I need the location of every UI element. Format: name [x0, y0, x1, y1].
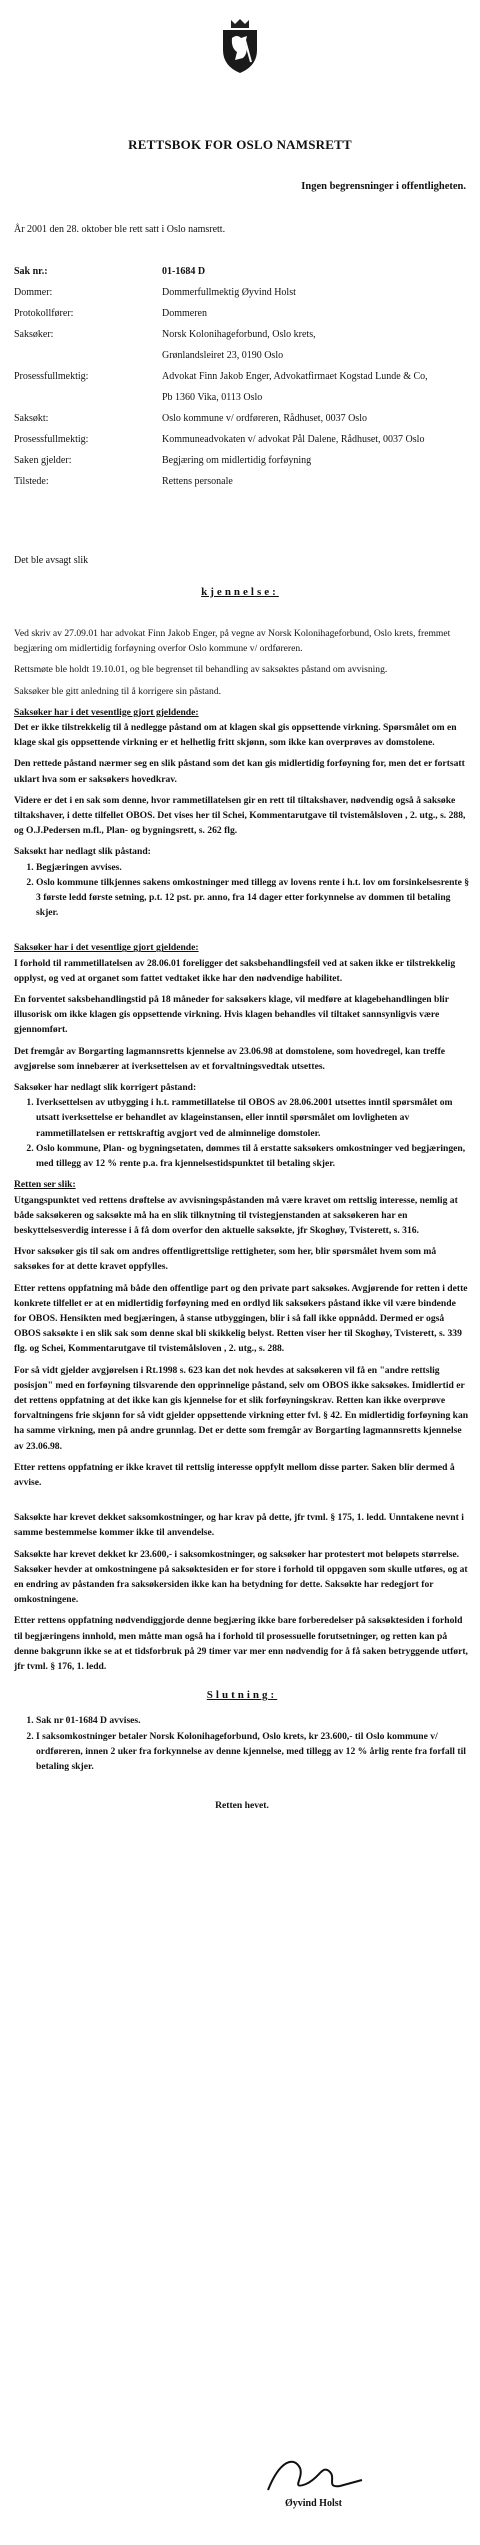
paragraph: Rettsmøte ble holdt 19.10.01, og ble begrenset til behandling av saksøktes påstand om avvisning. [14, 664, 388, 676]
meta-value: Oslo kommune v/ ordføreren, Rådhuset, 0037 Oslo [162, 413, 367, 424]
list-item: 1. Sak nr 01-1684 D avvises. [36, 1713, 470, 1728]
paragraph: I forhold til rammetillatelsen av 28.06.01 foreligger det saksbehandlingsfeil ved at saken ikke er tilstrekkelig opplyst, og ved at organet som fattet vedtaket ikke har den nødvendige habilitet. [14, 957, 456, 984]
paragraph: Saksøkte har krevet dekket kr 23.600,- i saksomkostninger, og saksøker har protestert mot beløpets størrelse. Saksøker hevder at omkostningene på saksøktesiden er for store i forhold til oppgaven som skulle utføres, og at en endring av påstanden fra saksøkersiden ikke kan ha betydning for dette. Saksøkte har redegjort for omkostningene. [14, 1548, 468, 1606]
meta-value: Dommerfullmektig Øyvind Holst [162, 287, 296, 298]
list-item: 1. Begjæringen avvises. [36, 860, 470, 875]
session-dateline: År 2001 den 28. oktober ble rett satt i Oslo namsrett. [14, 224, 226, 235]
meta-row [14, 329, 469, 350]
meta-row [14, 350, 469, 371]
meta-label [14, 392, 162, 413]
meta-label: Tilstede: [14, 476, 49, 487]
kjennelse-heading: kjennelse: [201, 586, 279, 598]
meta-label: Sak nr.: [14, 266, 48, 277]
signature-icon [260, 2450, 370, 2500]
paragraph: Etter rettens oppfatning må både den offentlige part og den private part saksøkes. Avgjørende for retten i dette konkrete tilfellet er at en midlertidig forføyning med en ordlyd lik saksøkers påstand ikke vil være bindende for OBOS. Hensikten med begjæringen, å stanse utbyggingen, blir i så fall ikke oppnådd. Dermed er også OBOS saksøkte i en slik sak som denne skal bli skikkelig belyst. Retten viser her til Skoghøy, Tvisterett, s. 339 flg. og Schei, Kommentarutgave til tvistemålsloven , 2. utg., s. 288. [14, 1282, 468, 1355]
meta-label: Saksøker: [14, 329, 54, 340]
meta-value: 01-1684 D [162, 266, 206, 277]
paragraph: Det fremgår av Borgarting lagmannsretts kjennelse av 23.06.98 at domstolene, som hovedregel, kan treffe avgjørelse som innebærer at iverksettelsen av et forvaltningsvedtak utsettes. [14, 1045, 446, 1072]
meta-row [14, 413, 469, 434]
claim-list [14, 860, 470, 921]
meta-row [14, 371, 469, 392]
meta-label: Protokollfører: [14, 308, 74, 319]
meta-label: Prosessfullmektig: [14, 371, 89, 382]
meta-value: Begjæring om midlertidig forføyning [162, 455, 312, 466]
ruling-intro: Det ble avsagt slik [14, 555, 89, 566]
meta-row [14, 455, 469, 476]
meta-value: Rettens personale [162, 476, 233, 487]
meta-label: Saken gjelder: [14, 455, 72, 466]
meta-row [14, 392, 469, 413]
meta-row [14, 266, 469, 287]
section-heading: Saksøker har i det vesentlige gjort gjeldende: [14, 942, 199, 954]
meta-label: Saksøkt: [14, 413, 49, 424]
meta-value: Dommeren [162, 308, 207, 319]
publicity-notice: Ingen begrensninger i offentligheten. [301, 181, 466, 192]
document-title: RETTSBOK FOR OSLO NAMSRETT [128, 137, 352, 152]
meta-row [14, 476, 469, 497]
paragraph: Etter rettens oppfatning er ikke kravet til rettslig interesse oppfylt mellom disse parter. Saken blir dermed å avvise. [14, 1461, 455, 1488]
paragraph: Ved skriv av 27.09.01 har advokat Finn Jakob Enger, på vegne av Norsk Kolonihageforbund, Oslo krets, fremmet begjæring om midlertidig forføyning overfor Oslo kommune v/ ordføreren. [14, 628, 451, 655]
meta-value: Grønlandsleiret 23, 0190 Oslo [162, 350, 284, 361]
paragraph: Etter rettens oppfatning nødvendiggjorde denne begjæring ikke bare forberedelser på saksøktesiden i forhold til begjæringens innhold, men måtte man også ha i forhold til prosessuelle forutsetninger, og retten kan på denne bakgrunn ikke se at et tidsforbruk på 29 timer var mer enn nødvendig for å få saken betryggende utført, jfr tvml. § 176, 1. ledd. [14, 1615, 468, 1672]
paragraph: En forventet saksbehandlingstid på 18 måneder for saksøkers klage, vil medføre at klagebehandlingen blir illusorisk om ikke klagen gis oppsettende virkning. Hvis klagen behandles vil tiltaket sannsynligvis være gjennomført. [14, 994, 449, 1036]
slutning-heading: Slutning: [206, 1689, 278, 1702]
meta-label: Dommer: [14, 287, 53, 298]
list-item: 2. I saksomkostninger betaler Norsk Kolonihageforbund, Oslo krets, kr 23.600,- til Oslo kommune v/ ordføreren, innen 2 uker fra forkynnelse av denne kjennelse, med tillegg av 12 % årlig rente fra forfall til betaling skjer. [36, 1729, 470, 1775]
meta-row [14, 308, 469, 329]
list-item: 2. Oslo kommune tilkjennes sakens omkostninger med tillegg av lovens rente i h.t. lov om forsinkelsesrente § 3 første ledd første setning, p.t. 12 pst. pr. anno, fra 14 dager etter forkynnelse av dommen til betaling skjer. [36, 875, 470, 921]
paragraph: Hvor saksøker gis til sak om andres offentligrettslige rettigheter, som her, blir spørsmålet hvem som må saksøkes for at dette kravet oppfylles. [14, 1246, 437, 1273]
closing-statement: Retten hevet. [215, 1800, 269, 1812]
paragraph: Videre er det i en sak som denne, hvor rammetillatelsen gir en rett til tiltakshaver, nødvendig også å saksøke tiltakshaver, i dette tilfellet OBOS. Det vises her til Schei, Kommentarutgave til tvistemålsloven , 2. utg., s. 288, og O.J.Pedersen m.fl., Plan- og bygningsrett, s. 262 flg. [14, 794, 466, 837]
meta-label: Prosessfullmektig: [14, 434, 89, 445]
paragraph: Saksøker ble gitt anledning til å korrigere sin påstand. [14, 685, 222, 697]
claim-list [14, 1095, 470, 1171]
signature-name: Øyvind Holst [285, 2498, 342, 2509]
meta-value: Advokat Finn Jakob Enger, Advokatfirmaet Kogstad Lunde & Co, [162, 371, 428, 382]
meta-row [14, 434, 469, 455]
section-heading: Retten ser slik: [14, 1179, 76, 1191]
paragraph: Det er ikke tilstrekkelig til å nedlegge påstand om at klagen skal gis oppsettende virkning. Spørsmålet om en klage skal gis oppsettende virkning er et helhetlig fritt skjønn, som ikke kan overprøves av domstolene. [14, 722, 457, 749]
paragraph: Utgangspunktet ved rettens drøftelse av avvisningspåstanden må være kravet om rettslig interesse, nemlig at både saksøkeren og saksøkte må ha en slik tilknytning til tvistegjenstanden at saksøkeren har en beskyttelsesverdig interesse i å få dom overfor den aktuelle saksøkte, jfr Skoghøy, Tvisterett, s. 316. [14, 1194, 458, 1236]
coat-of-arms-icon [219, 18, 261, 74]
ruling-body [14, 626, 470, 1813]
meta-value: Pb 1360 Vika, 0113 Oslo [162, 392, 263, 403]
list-item: 2. Oslo kommune, Plan- og bygningsetaten, dømmes til å erstatte saksøkers omkostninger ved begjæringen, med tillegg av 12 % rente p.a. fra kjennelsestidspunktet til betaling skjer. [36, 1141, 470, 1171]
section-heading: Saksøker har i det vesentlige gjort gjeldende: [14, 706, 199, 718]
paragraph: Den rettede påstand nærmer seg en slik påstand som det kan gis midlertidig forføyning for, men det er fortsatt uklart hva som er saksøkers hovedkrav. [14, 758, 465, 785]
paragraph: Saksøkte har krevet dekket saksomkostninger, og har krav på dette, jfr tvml. § 175, 1. ledd. Unntakene nevnt i samme bestemmelse kommer ikke til anvendelse. [14, 1512, 464, 1539]
meta-label [14, 350, 162, 371]
meta-row [14, 287, 469, 308]
slutning-list [14, 1713, 470, 1774]
meta-value: Kommuneadvokaten v/ advokat Pål Dalene, Rådhuset, 0037 Oslo [162, 434, 425, 445]
list-item: 1. Iverksettelsen av utbygging i h.t. rammetillatelse til OBOS av 28.06.2001 utsettes inntil spørsmålet om utsatt iverksettelse er behandlet av klageinstansen, eller inntil spørsmålet om lovligheten av rammetillatelsen er rettskraftig avgjort ved de alminnelige domstoler. [36, 1095, 470, 1141]
claim-heading: Saksøker har nedlagt slik korrigert påstand: [14, 1082, 197, 1094]
meta-value: Norsk Kolonihageforbund, Oslo krets, [162, 329, 316, 340]
claim-heading: Saksøkt har nedlagt slik påstand: [14, 846, 151, 858]
paragraph: For så vidt gjelder avgjørelsen i Rt.1998 s. 623 kan det nok hevdes at saksøkeren vil få en "andre rettslig posisjon" med en forføyning tilsvarende den opprinnelige påstand, selv om OBOS ikke saksøkes. Imidlertid er det rettens oppfatning at det ikke kan gis kjennelse for et slik forføyningskrav. Retten kan ikke overprøve forvaltningens frie skjønn for så vidt gjelder oppsettende virkning etter fvl. § 42. En midlertidig forføyning kan ha samme virkning, men på andre grunnlag. Det er dette som fremgår av Borgarting lagmannsretts kjennelse av 23.06.98. [14, 1364, 469, 1452]
case-metadata [14, 266, 469, 497]
